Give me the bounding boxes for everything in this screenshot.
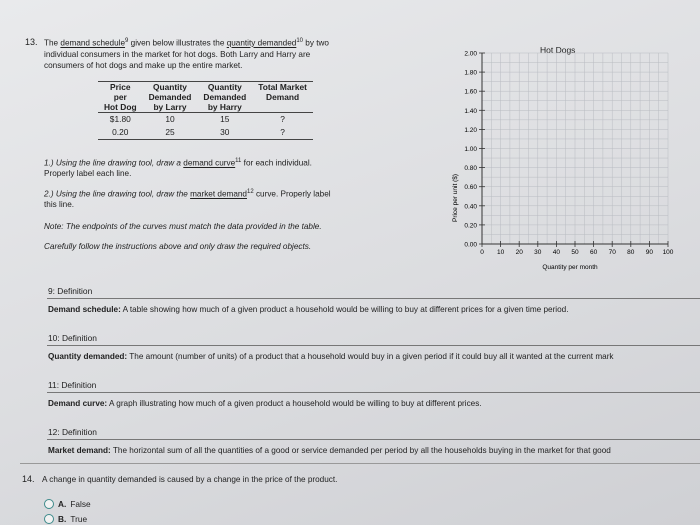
header-total-2: Demand — [266, 92, 300, 102]
question-14-number: 14. — [22, 474, 35, 484]
demand-curve-link[interactable]: demand curve — [183, 158, 236, 168]
cell-larry: 25 — [143, 126, 198, 140]
definition-9-heading: 9: Definition — [48, 286, 93, 296]
y-tick-label: 0.00 — [464, 241, 477, 249]
table-header-row-2 — [98, 92, 313, 102]
definition-10-body — [48, 352, 614, 361]
question-13-line-3: consumers of hot dogs and make up the entire market. — [44, 60, 243, 70]
definition-9-term: Demand schedule: — [48, 305, 121, 314]
header-larry: Quantity — [143, 82, 198, 93]
instr2-post: curve. Properly label — [253, 189, 331, 199]
instr1-pre: 1.) Using the line drawing tool, draw a — [44, 158, 184, 168]
footnote-10[interactable]: 10 — [296, 38, 304, 44]
instr1-post: for each individual. — [241, 158, 312, 168]
cell-larry: 10 — [165, 114, 175, 124]
option-a-label: False — [70, 499, 91, 509]
instr1-line2: Properly label each line. — [44, 168, 132, 178]
x-tick-label: 60 — [589, 249, 598, 256]
header-price-3: Hot Dog — [98, 102, 143, 113]
option-a-letter: A. — [58, 499, 67, 509]
footnote-11[interactable]: 11 — [235, 158, 242, 164]
market-demand-link[interactable]: market demand — [190, 189, 247, 199]
x-tick-label: 90 — [645, 249, 654, 256]
definition-11-body — [48, 399, 482, 408]
cell-harry: 15 — [220, 114, 230, 124]
cell-total: ? — [252, 126, 313, 140]
y-tick-label: 0.40 — [464, 203, 477, 211]
x-tick-label: 50 — [571, 249, 579, 256]
x-tick-label: 20 — [515, 249, 523, 256]
chart-title: Hot Dogs — [540, 45, 576, 55]
x-tick-label: 10 — [496, 249, 505, 256]
cell-price: $1.80 — [109, 114, 131, 124]
option-b[interactable] — [44, 514, 87, 524]
careful-text: Carefully follow the instructions above and only draw the required objects. — [44, 242, 312, 251]
price-quantity-graph[interactable] — [445, 50, 690, 275]
definition-12-heading: 12: Definition — [48, 427, 97, 437]
x-tick-label: 0 — [480, 249, 484, 256]
question-13-text — [44, 36, 404, 71]
quantity-demanded-link[interactable]: quantity demanded — [226, 38, 297, 48]
radio-button[interactable] — [44, 499, 54, 509]
intro-pre: The — [44, 38, 61, 48]
header-price: Price — [98, 82, 143, 93]
y-tick-label: 0.20 — [464, 222, 477, 230]
header-total: Total Market — [252, 82, 313, 93]
cell-total: ? — [280, 114, 285, 124]
note-text: Note: The endpoints of the curves must match the data provided in the table. — [44, 222, 322, 231]
definition-11-heading: 11: Definition — [48, 380, 97, 390]
instr2-line2: this line. — [44, 199, 75, 209]
y-tick-label: 1.80 — [464, 69, 477, 77]
intro-post: by two — [303, 38, 329, 48]
footnote-9[interactable]: 9 — [125, 38, 129, 44]
header-harry-2: Demanded — [203, 92, 247, 102]
demand-schedule-table — [98, 81, 313, 140]
x-tick-label: 40 — [552, 249, 561, 256]
y-axis-label: Price per unit ($) — [452, 173, 459, 223]
instr2-pre: 2.) Using the line drawing tool, draw the — [44, 189, 191, 199]
divider — [47, 345, 700, 346]
header-harry: Quantity — [197, 82, 252, 93]
divider — [47, 392, 700, 393]
chart-grid — [482, 53, 668, 244]
definition-11-text: A graph illustrating how much of a given product a household would be willing to buy at different prices. — [107, 399, 482, 408]
table-header-row-3 — [98, 102, 313, 113]
cell-price: 0.20 — [98, 126, 143, 140]
option-b-letter: B. — [58, 514, 67, 524]
y-tick-label: 0.60 — [464, 184, 477, 192]
definition-12-text: The horizontal sum of all the quantities of a good or service demanded per period by all the households buying in the market for that good — [110, 446, 611, 455]
x-tick-label: 70 — [608, 249, 616, 256]
option-a[interactable] — [44, 499, 91, 509]
y-tick-label: 0.80 — [464, 165, 477, 173]
definition-12-body — [48, 446, 611, 455]
definition-10-heading: 10: Definition — [48, 333, 97, 343]
definition-10-term: Quantity demanded: — [48, 352, 128, 361]
instruction-2 — [44, 187, 404, 210]
table-row — [98, 126, 313, 140]
intro-mid: given below illustrates the — [128, 38, 227, 48]
table-row — [98, 113, 313, 127]
definition-9-body — [48, 305, 569, 314]
question-13-line-1 — [44, 36, 404, 49]
radio-button[interactable] — [44, 514, 54, 524]
definition-10-text: The amount (number of units) of a product that a household would buy in a given period if it could buy all it wanted at the current mark — [127, 352, 614, 361]
x-tick-label: 30 — [534, 249, 542, 256]
table-header-row-1 — [98, 82, 313, 93]
definition-9-text: A table showing how much of a given product a household would be willing to buy at different prices for a given time period. — [120, 305, 569, 314]
divider — [47, 439, 700, 440]
option-b-label: True — [70, 514, 88, 524]
divider — [20, 463, 700, 464]
question-13-line-2: individual consumers in the market for hot dogs. Both Larry and Harry are — [44, 49, 311, 59]
instruction-1 — [44, 156, 404, 179]
y-tick-label: 1.60 — [464, 88, 477, 96]
demand-schedule-link[interactable]: demand schedule — [60, 38, 126, 48]
header-larry-3: by Larry — [143, 102, 198, 113]
x-tick-label: 80 — [627, 249, 635, 256]
y-tick-label: 1.00 — [464, 146, 477, 153]
x-tick-label: 100 — [662, 249, 674, 256]
x-axis-label: Quantity per month — [542, 264, 598, 271]
y-tick-label: 1.20 — [464, 126, 477, 134]
cell-harry: 30 — [197, 126, 252, 140]
question-14-text: A change in quantity demanded is caused by a change in the price of the product. — [42, 475, 338, 484]
header-price-2: per — [113, 92, 127, 102]
chart-ticks — [464, 51, 673, 257]
definition-11-term: Demand curve: — [48, 399, 108, 408]
footnote-12[interactable]: 12 — [246, 189, 254, 195]
divider — [47, 298, 700, 299]
header-larry-2: Demanded — [148, 92, 192, 102]
y-tick-label: 2.00 — [464, 50, 477, 58]
y-tick-label: 1.40 — [464, 107, 477, 115]
definition-12-term: Market demand: — [48, 446, 111, 455]
header-harry-3: by Harry — [197, 102, 252, 113]
question-13-number: 13. — [25, 37, 38, 47]
header-total-3 — [252, 102, 313, 113]
